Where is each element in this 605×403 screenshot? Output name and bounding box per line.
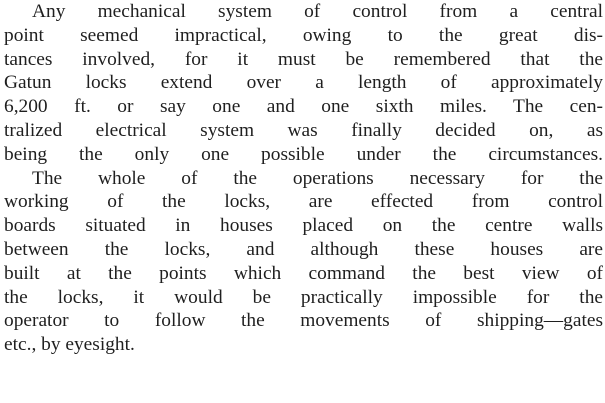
text-line: the locks, it would be practically impossible for the — [4, 286, 603, 308]
text-line: etc., by eyesight. — [4, 334, 135, 356]
paragraph-operations — [4, 167, 603, 357]
text-line: tralized electrical system was finally decided on, as — [4, 119, 603, 141]
text-line: boards situated in houses placed on the centre walls — [4, 215, 603, 237]
text-line: working of the locks, are effected from control — [4, 191, 603, 213]
text-line: 6,200 ft. or say one and one sixth miles. The cen- — [4, 96, 603, 118]
text-line: operator to follow the movements of shipping—gates — [4, 310, 603, 332]
text-line: point seemed impractical, owing to the great dis- — [4, 24, 603, 46]
text-line: being the only one possible under the circumstances. — [4, 143, 603, 165]
text-line: Gatun locks extend over a length of approximately — [4, 72, 603, 94]
text-line: built at the points which command the best view of — [4, 262, 603, 284]
text-line: between the locks, and although these houses are — [4, 238, 603, 260]
text-line: The whole of the operations necessary for the — [32, 167, 603, 189]
paragraph-control-system — [4, 0, 603, 167]
text-line: Any mechanical system of control from a central — [32, 1, 603, 22]
text-line: tances involved, for it must be remembered that the — [4, 48, 603, 70]
